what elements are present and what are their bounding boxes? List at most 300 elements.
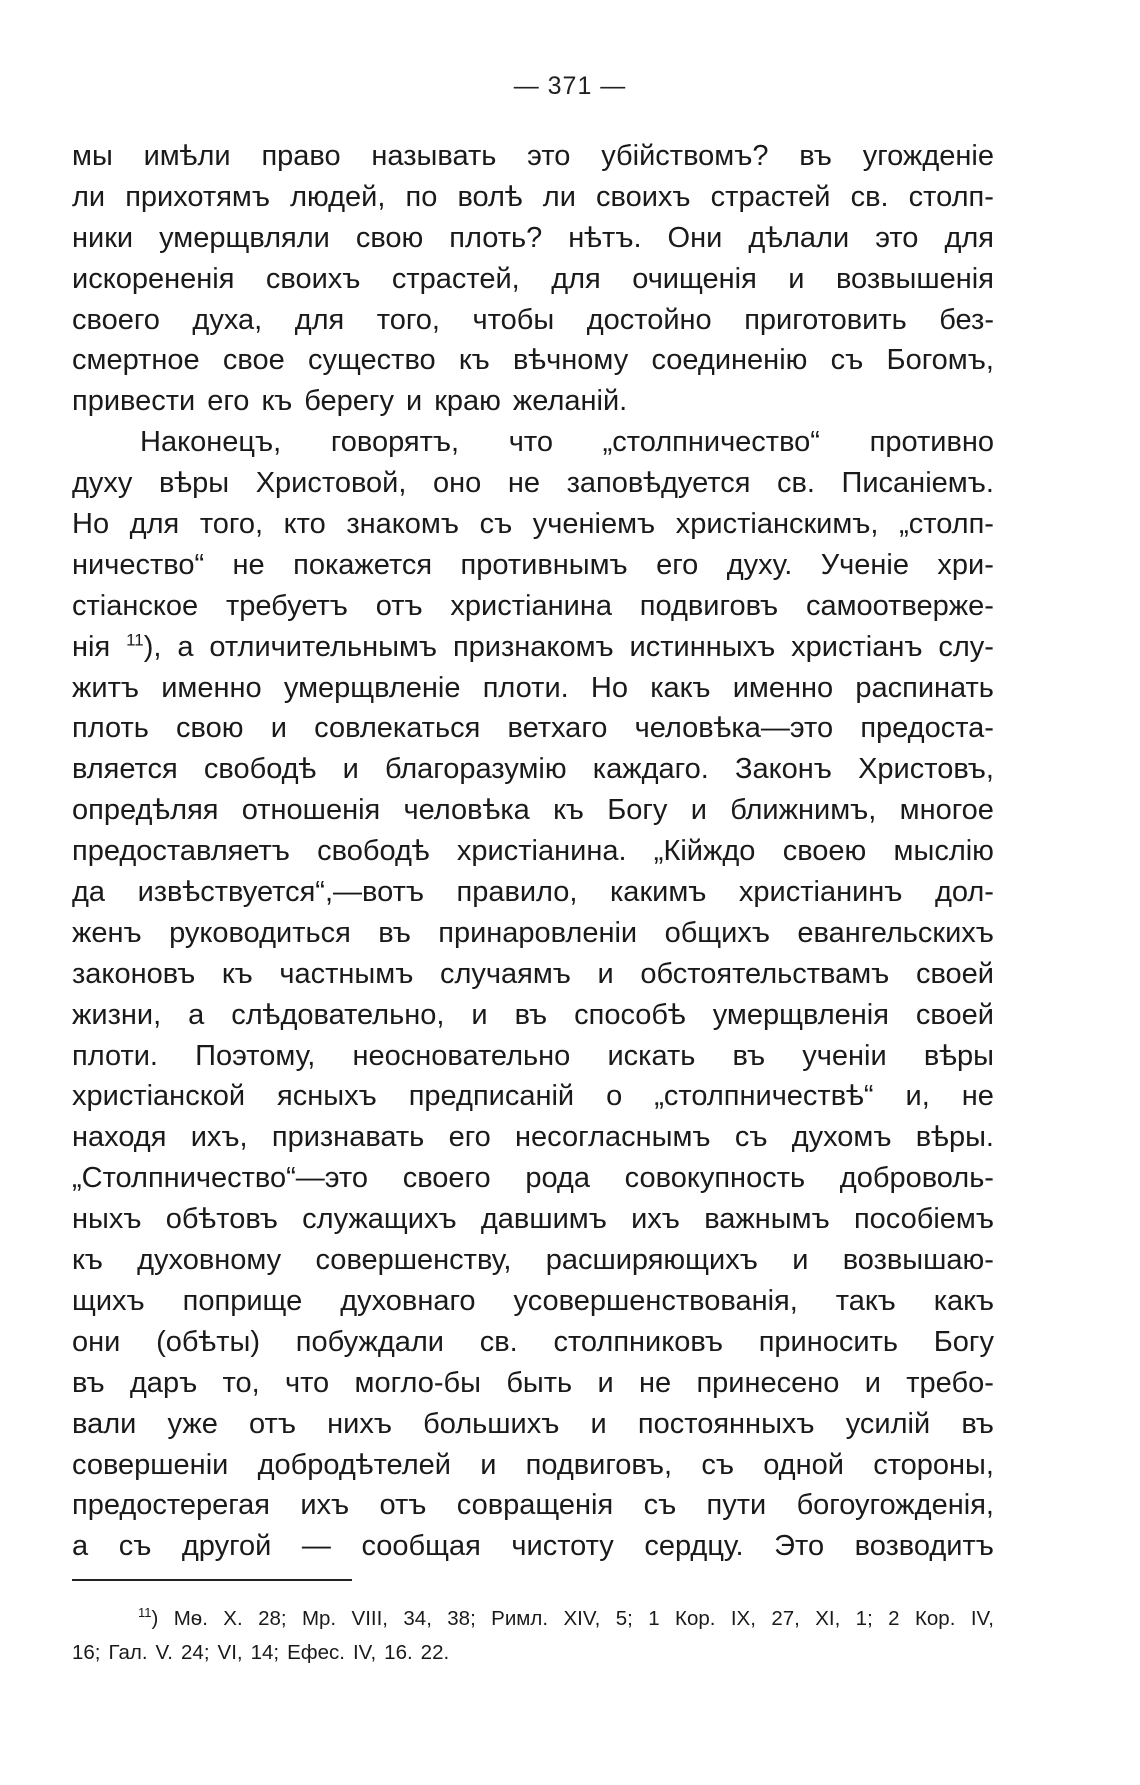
word: могло-бы xyxy=(354,1366,481,1399)
word: и xyxy=(480,1448,497,1481)
word: заповѣдуется xyxy=(566,467,751,500)
text-line xyxy=(72,1158,994,1199)
word: опредѣляя xyxy=(72,794,219,827)
text-line xyxy=(72,177,994,218)
word: умерщвленія xyxy=(712,998,889,1031)
word: противнымъ xyxy=(460,548,628,581)
text-line xyxy=(72,995,994,1036)
word: противно xyxy=(869,426,994,459)
word: того, xyxy=(199,508,264,541)
word: что xyxy=(284,1366,330,1399)
word: и xyxy=(864,1366,881,1399)
footnote-separator xyxy=(72,1579,352,1581)
word: краю xyxy=(434,385,501,418)
word: страстей xyxy=(710,180,831,213)
word: отношенія xyxy=(241,794,381,827)
text-line xyxy=(72,545,994,586)
word: стіанское xyxy=(72,589,199,622)
word: оно xyxy=(433,467,482,500)
word: 2 xyxy=(888,1607,900,1630)
word: прихотямъ xyxy=(125,180,270,213)
word: съ xyxy=(643,1489,677,1522)
word: расширяющихъ xyxy=(545,1244,758,1277)
word: съ xyxy=(830,344,864,377)
word: требо- xyxy=(906,1366,994,1399)
word: именно xyxy=(732,671,834,704)
word: Кор. xyxy=(914,1607,956,1630)
text-line xyxy=(72,1445,994,1486)
word: духу. xyxy=(726,548,793,581)
word: XI, xyxy=(815,1607,841,1630)
word: Богу xyxy=(933,1325,994,1358)
word: смертное xyxy=(72,344,200,377)
text-line xyxy=(72,831,994,872)
word: ученіи xyxy=(802,1039,887,1072)
word: столпниковъ xyxy=(553,1325,723,1358)
word: ихъ xyxy=(300,1489,350,1522)
word: въ xyxy=(378,916,411,949)
word: способѣ xyxy=(574,998,686,1031)
word: къ xyxy=(72,1244,103,1277)
word: нихъ xyxy=(327,1407,392,1440)
word: и xyxy=(406,385,423,418)
word: того, xyxy=(376,303,440,336)
word: совершенству, xyxy=(315,1244,512,1277)
word: Они xyxy=(667,221,723,254)
word: распинать xyxy=(855,671,994,704)
word: плоти. xyxy=(72,1039,158,1072)
word: XIV, xyxy=(563,1607,601,1630)
word: не xyxy=(961,1080,994,1113)
word: къ xyxy=(261,385,293,418)
word: съ xyxy=(118,1530,152,1563)
word: Христовъ, xyxy=(858,753,994,786)
word: возвышенія xyxy=(835,262,994,295)
word: съ xyxy=(701,1448,734,1481)
word: ветхаго xyxy=(507,712,608,745)
word: столп- xyxy=(908,180,994,213)
text-line xyxy=(72,340,994,381)
word: для xyxy=(294,303,345,336)
word: къ xyxy=(458,344,490,377)
word: добродѣтелей xyxy=(257,1448,451,1481)
word: нѣтъ. xyxy=(568,221,642,254)
word: называть xyxy=(371,140,497,172)
word: св. xyxy=(776,467,815,500)
word: вѣчному xyxy=(513,344,629,377)
word: Поэтому, xyxy=(195,1039,316,1072)
word: требуетъ xyxy=(225,589,348,622)
word: давшимъ xyxy=(480,1203,607,1236)
word: Мр. xyxy=(301,1607,337,1630)
footnote-line xyxy=(72,1636,994,1670)
text-line xyxy=(72,1240,994,1281)
word: своей xyxy=(915,998,994,1031)
word: неосновательно xyxy=(352,1039,571,1072)
word: берегу xyxy=(304,385,394,418)
word: многое xyxy=(899,794,994,827)
word: совокупность xyxy=(624,1162,806,1195)
word: своего xyxy=(72,303,160,336)
text-line xyxy=(72,1485,994,1526)
word: житъ xyxy=(72,671,140,704)
text-line xyxy=(72,1404,994,1445)
word: вѣры xyxy=(158,467,230,500)
word: и xyxy=(590,1407,607,1440)
word: пути xyxy=(706,1489,767,1522)
word: X. xyxy=(223,1607,243,1630)
word: къ xyxy=(553,794,584,827)
word: вляется xyxy=(72,753,178,786)
word: подвиговъ, xyxy=(525,1448,673,1481)
word: Но xyxy=(72,508,110,541)
word: принаровленіи xyxy=(438,916,638,949)
word: свою xyxy=(176,712,244,745)
word: св. xyxy=(850,180,889,213)
text-line xyxy=(72,136,994,177)
word: 16. xyxy=(384,1641,413,1664)
word: въ xyxy=(514,998,548,1031)
word: дол- xyxy=(934,876,994,909)
word: свободѣ xyxy=(203,753,317,786)
word: „Столпничество“—это xyxy=(72,1162,369,1195)
word: и xyxy=(597,1366,614,1399)
word: Это xyxy=(774,1530,825,1563)
word: своихъ xyxy=(596,180,691,213)
word: христіанъ xyxy=(791,630,923,663)
word: духомъ xyxy=(791,1121,892,1154)
word: людей, xyxy=(290,180,386,213)
word: мыслію xyxy=(893,835,994,868)
word: сердцу. xyxy=(644,1530,744,1563)
word: имѣли xyxy=(143,140,231,172)
word: духу xyxy=(72,467,133,500)
word: именно xyxy=(161,671,262,704)
word: въ xyxy=(72,1366,105,1399)
word: ихъ xyxy=(631,1203,680,1236)
text-line xyxy=(72,1322,994,1363)
text-line xyxy=(72,1363,994,1404)
text-line xyxy=(72,954,994,995)
text-line xyxy=(72,463,994,504)
word: 24; xyxy=(181,1641,210,1664)
text-line xyxy=(72,1036,994,1077)
word: какимъ xyxy=(609,876,707,909)
word: и, xyxy=(905,1080,930,1113)
word: а xyxy=(177,630,194,663)
word: Богомъ, xyxy=(886,344,994,377)
word: для xyxy=(129,508,180,541)
word: его xyxy=(207,385,250,418)
word: ясныхъ xyxy=(277,1080,377,1113)
word: по xyxy=(405,180,438,213)
text-line xyxy=(72,586,994,627)
word: плоть xyxy=(72,712,149,745)
word: его xyxy=(656,548,699,581)
text-line xyxy=(72,1117,994,1158)
word: случаямъ xyxy=(439,957,571,990)
word: 16; xyxy=(72,1641,101,1664)
word: отъ xyxy=(375,589,423,622)
word: что xyxy=(508,426,553,459)
word: христіанской xyxy=(72,1080,246,1113)
word: „столпничество“ xyxy=(602,426,820,459)
word: каждаго. xyxy=(592,753,709,786)
word: слу- xyxy=(938,630,994,663)
word: пособіемъ xyxy=(853,1203,994,1236)
word: постоянныхъ xyxy=(637,1407,815,1440)
word: предоста- xyxy=(860,712,994,745)
word: усилій xyxy=(845,1407,931,1440)
word: убійствомъ? xyxy=(601,140,769,172)
word: Мѳ. xyxy=(173,1607,208,1630)
word: 1; xyxy=(855,1607,873,1630)
word: IV, xyxy=(352,1641,377,1664)
word: рода xyxy=(525,1162,590,1195)
word: ники xyxy=(72,221,134,254)
word: искать xyxy=(607,1039,696,1072)
word: Кор. xyxy=(675,1607,716,1630)
text-line xyxy=(72,1199,994,1240)
word: 27, xyxy=(771,1607,800,1630)
word: своею xyxy=(782,835,867,868)
word: благоразумію xyxy=(384,753,567,786)
word: признакомъ xyxy=(452,630,614,663)
word: а xyxy=(188,998,205,1031)
word: св. xyxy=(479,1325,518,1358)
word: принесено xyxy=(696,1366,840,1399)
word: отъ xyxy=(379,1489,427,1522)
word: въ xyxy=(799,140,832,172)
word: для xyxy=(944,221,994,254)
word: служащихъ xyxy=(302,1203,457,1236)
word: право xyxy=(261,140,341,172)
word: сообщая xyxy=(361,1530,481,1563)
word: духовному xyxy=(137,1244,282,1277)
word: $^{11}$) xyxy=(138,1605,159,1630)
word: обѣтовъ xyxy=(165,1203,278,1236)
word: поприще xyxy=(182,1284,303,1317)
word: совлекаться xyxy=(314,712,481,745)
word: побуждали xyxy=(295,1325,444,1358)
word: христіанинъ xyxy=(738,876,903,909)
word: своего xyxy=(402,1162,491,1195)
word: и xyxy=(788,262,805,295)
word: своей xyxy=(915,957,994,990)
word: хри- xyxy=(937,548,994,581)
word: очищенія xyxy=(632,262,757,295)
text-line xyxy=(72,504,994,545)
word: умерщвляли xyxy=(159,221,330,254)
word: Наконецъ, xyxy=(140,426,282,459)
word: ничество“ xyxy=(72,548,205,581)
word: не xyxy=(639,1366,672,1399)
word: Законъ xyxy=(734,753,832,786)
word: вали xyxy=(72,1407,137,1440)
word: христіанина xyxy=(450,589,612,622)
word: привести xyxy=(72,385,196,418)
word: даръ xyxy=(129,1366,198,1399)
word: мы xyxy=(72,140,113,172)
word: ближнимъ, xyxy=(730,794,877,827)
text-line xyxy=(72,1526,994,1567)
word: въ xyxy=(961,1407,994,1440)
word: Но xyxy=(590,671,628,704)
word: чтобы xyxy=(472,303,555,336)
word: извѣствуется“,—вотъ xyxy=(137,876,424,909)
word: знакомъ xyxy=(346,508,459,541)
word: доброволь- xyxy=(839,1162,994,1195)
word: нія xyxy=(72,630,111,663)
word: евангельскихъ xyxy=(797,916,994,949)
word: IV, xyxy=(970,1607,994,1630)
word: „столп- xyxy=(899,508,994,541)
word: страстей, xyxy=(391,262,520,295)
word: усовершенствованія, xyxy=(513,1284,798,1317)
word: стороны, xyxy=(873,1448,994,1481)
text-line xyxy=(72,422,994,463)
word: Гал. xyxy=(108,1641,148,1664)
word: говорятъ, xyxy=(330,426,460,459)
word: приносить xyxy=(758,1325,898,1358)
text-line xyxy=(72,872,994,913)
word: и xyxy=(597,957,614,990)
word: дѣлали xyxy=(748,221,850,254)
text-line xyxy=(72,790,994,831)
word: и xyxy=(471,998,488,1031)
word: для xyxy=(551,262,601,295)
word: то, xyxy=(222,1366,260,1399)
word: ныхъ xyxy=(72,1203,142,1236)
word: соединенію xyxy=(651,344,808,377)
word: V. xyxy=(155,1641,174,1664)
word: а xyxy=(72,1530,89,1563)
word: къ xyxy=(221,957,253,990)
word: предостерегая xyxy=(72,1489,270,1522)
footnotes xyxy=(72,1602,994,1670)
word: истинныхъ xyxy=(629,630,776,663)
word: и xyxy=(270,712,287,745)
text-line xyxy=(72,708,994,749)
word: духа, xyxy=(192,303,263,336)
word: $^{11}$), xyxy=(126,630,162,663)
word: ли xyxy=(72,180,106,213)
word: не xyxy=(232,548,265,581)
word: совращенія xyxy=(456,1489,614,1522)
word: 28; xyxy=(258,1607,287,1630)
body-text xyxy=(72,136,994,1567)
word: какъ xyxy=(650,671,711,704)
word: отличительнымъ xyxy=(209,630,438,663)
text-line xyxy=(72,1076,994,1117)
word: „Кійждо xyxy=(653,835,756,868)
text-line xyxy=(72,259,994,300)
word: одной xyxy=(763,1448,844,1481)
word: умерщвленіе xyxy=(283,671,461,704)
word: это xyxy=(527,140,571,172)
word: совершеніи xyxy=(72,1448,229,1481)
text-line xyxy=(72,218,994,259)
word: человѣка—это xyxy=(634,712,834,745)
word: „столпничествѣ“ xyxy=(654,1080,874,1113)
word: человѣка xyxy=(403,794,530,827)
word: правило, xyxy=(456,876,578,909)
word: жизни, xyxy=(72,998,162,1031)
text-line xyxy=(72,381,994,422)
word: не xyxy=(507,467,540,500)
text-line xyxy=(72,627,994,668)
word: Ученіе xyxy=(820,548,909,581)
word: — xyxy=(301,1530,331,1563)
footnote-line xyxy=(72,1602,994,1636)
word: вѣры xyxy=(923,1039,994,1072)
word: Богу xyxy=(607,794,668,827)
word: возводитъ xyxy=(854,1530,994,1563)
word: желаній. xyxy=(512,385,628,418)
word: 38; xyxy=(447,1607,476,1630)
word: такъ xyxy=(835,1284,896,1317)
word: 1 xyxy=(648,1607,660,1630)
word: ихъ, xyxy=(190,1121,248,1154)
text-line xyxy=(72,300,994,341)
word: достойно xyxy=(586,303,712,336)
text-line xyxy=(72,668,994,709)
word: 14; xyxy=(250,1641,280,1664)
word: несогласнымъ xyxy=(515,1121,711,1154)
word: духовнаго xyxy=(340,1284,476,1317)
word: 22. xyxy=(420,1641,450,1664)
text-line xyxy=(72,749,994,790)
word: съ xyxy=(734,1121,768,1154)
word: без- xyxy=(939,303,994,336)
word: Писаніемъ. xyxy=(841,467,994,500)
word: находя xyxy=(72,1121,167,1154)
word: обстоятельствамъ xyxy=(640,957,890,990)
page-number: — 371 — xyxy=(513,72,627,100)
word: въ xyxy=(732,1039,766,1072)
word: волѣ xyxy=(457,180,523,213)
word: слѣдовательно, xyxy=(231,998,445,1031)
word: предписаній xyxy=(408,1080,575,1113)
word: другой xyxy=(181,1530,272,1563)
word: ли xyxy=(542,180,576,213)
footnote-marker: 11 xyxy=(138,1605,152,1621)
word: частнымъ xyxy=(279,957,414,990)
word: они xyxy=(72,1325,121,1358)
word: свое xyxy=(222,344,285,377)
word: плоть? xyxy=(449,221,543,254)
word: отъ xyxy=(249,1407,296,1440)
word: уже xyxy=(167,1407,218,1440)
word: общихъ xyxy=(664,916,770,949)
word: самоотверже- xyxy=(805,589,994,622)
word: женъ xyxy=(72,916,142,949)
text-line xyxy=(72,1281,994,1322)
word: богоугожденія, xyxy=(796,1489,994,1522)
word: кто xyxy=(283,508,326,541)
word: ученіемъ xyxy=(532,508,656,541)
word: съ xyxy=(479,508,513,541)
word: важнымъ xyxy=(704,1203,830,1236)
word: предоставляетъ xyxy=(72,835,290,868)
word: о xyxy=(606,1080,623,1113)
word: христіанина. xyxy=(456,835,627,868)
word: угожденіе xyxy=(862,140,994,172)
word: чистоту xyxy=(511,1530,614,1563)
word: приготовить xyxy=(744,303,907,336)
word: Ефес. xyxy=(287,1641,345,1664)
word: существо xyxy=(308,344,436,377)
